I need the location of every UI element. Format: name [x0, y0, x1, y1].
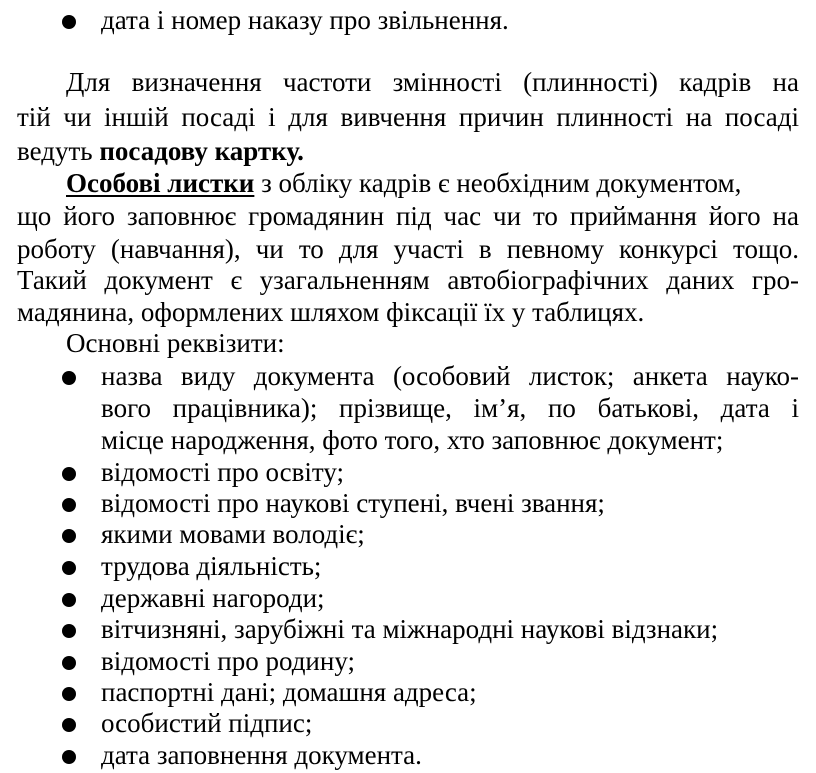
paragraph-text: тій чи іншій посаді і для вивчення причин плинності на посаді: [17, 102, 799, 132]
list-item: [0, 645, 816, 677]
paragraph-text: що його заповнює громадянин під час чи то приймання його на: [17, 201, 799, 231]
heading-text: Основні реквізити:: [66, 328, 285, 358]
list-item: [0, 487, 816, 519]
bullet-icon: [62, 750, 76, 764]
emphasis-term: посадову картку.: [99, 136, 304, 166]
paragraph-text: [17, 135, 304, 167]
paragraph-line: [0, 66, 816, 98]
list-item-text: дата заповнення документа.: [101, 740, 422, 770]
paragraph-text: роботу (навчання), чи то для участі в певному конкурсі тощо.: [17, 234, 799, 264]
list-item-text: якими мовами володіє;: [101, 519, 365, 549]
bullet-icon: [62, 593, 76, 607]
list-item-text: особистий підпис;: [101, 708, 313, 738]
list-item: [0, 550, 816, 582]
paragraph-line: [0, 264, 816, 296]
list-item: [0, 582, 816, 614]
list-item: [0, 4, 816, 36]
list-item: [0, 676, 816, 708]
paragraph-text: Такий документ є узагальненням автобіографічних даних гро-: [17, 265, 799, 295]
bullet-icon: [62, 656, 76, 670]
list-item-text: відомості про родину;: [101, 646, 355, 676]
paragraph-line: [0, 296, 816, 328]
bullet-icon: [62, 561, 76, 575]
bullet-icon: [62, 467, 76, 481]
list-item-text: дата і номер наказу про звільнення.: [101, 5, 509, 35]
bullet-icon: [62, 371, 76, 385]
paragraph-text-rest: з обліку кадрів є необхідним документом,: [254, 168, 742, 198]
paragraph-line: [0, 200, 816, 232]
list-item-text: трудова діяльність;: [101, 551, 322, 581]
bullet-icon: [62, 498, 76, 512]
paragraph-text: [66, 167, 799, 199]
list-item-text: паспортні дані; домашня адреса;: [101, 677, 477, 707]
bullet-icon: [62, 624, 76, 638]
list-item: [0, 739, 816, 771]
paragraph-line: [0, 167, 816, 199]
paragraph-text: Для визначення частоти змінності (плинності) кадрів на: [66, 67, 799, 97]
list-item-text: вого працівника); прізвище, ім’я, по батькові, дата і: [101, 393, 799, 423]
list-item-text: назва виду документа (особовий листок; анкета науко-: [101, 361, 799, 391]
list-item-continuation: [0, 392, 816, 424]
paragraph-text-prefix: ведуть: [17, 136, 100, 166]
list-item-text: місце народження, фото того, хто заповнює документ;: [101, 425, 724, 455]
paragraph-line: [0, 135, 816, 167]
underlined-term: Особові листки: [66, 168, 255, 198]
paragraph-text: мадянина, оформлених шляхом фіксації їх у таблицях.: [17, 297, 645, 327]
bullet-icon: [62, 529, 76, 543]
list-item: [0, 456, 816, 488]
list-item: [0, 707, 816, 739]
list-item: [0, 518, 816, 550]
list-item-continuation: [0, 424, 816, 456]
list-item: [0, 360, 816, 392]
list-item: [0, 613, 816, 645]
list-item-text: відомості про наукові ступені, вчені звання;: [101, 488, 605, 518]
paragraph-line: [0, 101, 816, 133]
bullet-icon: [62, 718, 76, 732]
bullet-icon: [62, 15, 76, 29]
list-item-text: вітчизняні, зарубіжні та міжнародні наукові відзнаки;: [101, 614, 719, 644]
list-item-text: відомості про освіту;: [101, 457, 344, 487]
requisites-heading: [0, 327, 816, 359]
bullet-icon: [62, 687, 76, 701]
list-item-text: державні нагороди;: [101, 583, 325, 613]
paragraph-line: [0, 233, 816, 265]
